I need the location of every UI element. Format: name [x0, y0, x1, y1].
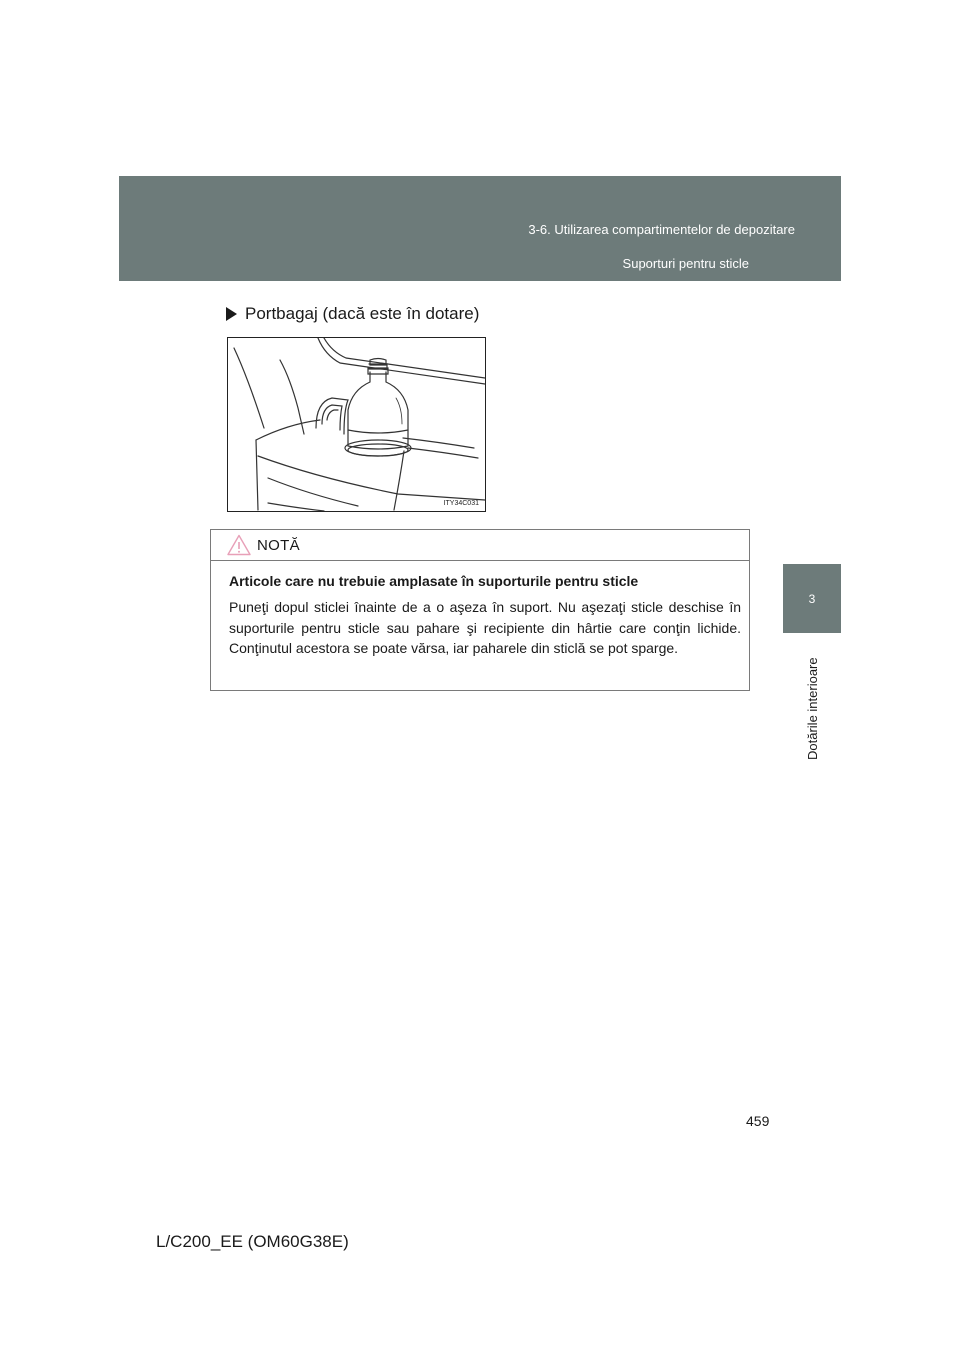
bottle-holder-illustration	[227, 337, 486, 512]
note-header	[211, 530, 749, 561]
chapter-label-text: Dotările interioare	[804, 657, 820, 760]
bottle-holder-drawing	[228, 338, 485, 511]
note-body	[211, 561, 749, 659]
sub-heading-text: Portbagaj (dacă este în dotare)	[245, 304, 480, 323]
chapter-tab[interactable]	[783, 564, 841, 633]
note-title: NOTĂ	[257, 536, 300, 554]
chapter-number: 3	[808, 591, 816, 606]
section-title: 3-6. Utilizarea compartimentelor de depozitare	[528, 222, 795, 237]
triangle-bullet-icon	[226, 307, 237, 321]
header-band	[119, 176, 841, 281]
warning-triangle-icon	[227, 534, 251, 556]
document-code: L/C200_EE (OM60G38E)	[156, 1232, 349, 1251]
note-bold-heading: Articole care nu trebuie amplasate în suporturile pentru sticle	[229, 573, 639, 589]
note-text: Puneţi dopul sticlei înainte de a o aşeza în suport. Nu aşezaţi sticle deschise în suporturile pentru sticle sau pahare şi recipiente din hârtie care conţin lichide. Conţinutul acestora se poate vărsa, iar paharele din sticlă se pot sparge.	[229, 599, 741, 656]
sub-heading	[226, 304, 479, 324]
page-number: 459	[746, 1113, 770, 1129]
note-box	[210, 529, 750, 691]
chapter-label	[783, 640, 841, 760]
illustration-code: ITY34C031	[443, 500, 479, 507]
subsection-title: Suporturi pentru sticle	[622, 256, 749, 271]
